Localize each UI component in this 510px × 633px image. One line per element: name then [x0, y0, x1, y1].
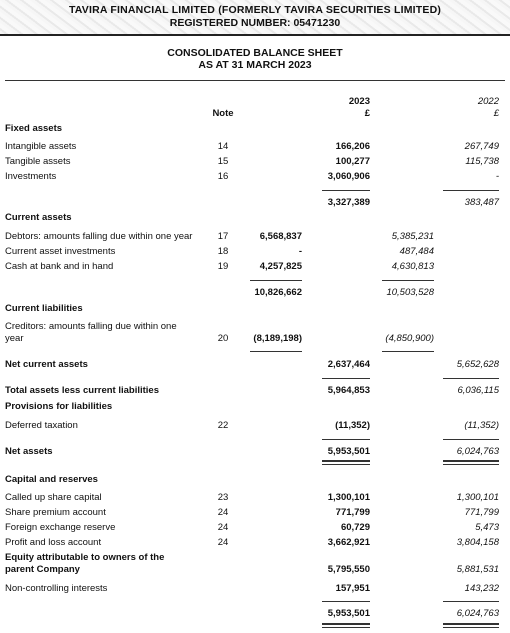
section-heading-fixed-assets: Fixed assets: [5, 123, 63, 134]
currency-prior-header: £: [493, 108, 499, 119]
company-name: TAVIRA FINANCIAL LIMITED (FORMERLY TAVIRA SECURITIES LIMITED): [68, 4, 442, 16]
row-label: Deferred taxation: [5, 420, 78, 431]
note-column-header: Note: [212, 108, 234, 119]
section-heading-current-liabilities: Current liabilities: [5, 303, 83, 314]
total-assets-2022: 6,036,115: [457, 385, 499, 396]
subtotal-rule: [443, 378, 499, 379]
total-equity-2022: 6,024,763: [456, 608, 499, 619]
row-note: 19: [217, 261, 229, 272]
value-2022: (4,850,900): [385, 333, 434, 344]
nci-2023: 157,951: [335, 583, 370, 594]
value-2023: (11,352): [335, 420, 370, 431]
total-assets-2023: 5,964,853: [327, 385, 370, 396]
net-current-assets-2023: 2,637,464: [327, 359, 370, 370]
fixed-assets-total-2023: 3,327,389: [327, 197, 370, 208]
nci-label: Non-controlling interests: [5, 583, 108, 594]
value-2022: 5,473: [475, 522, 499, 533]
statement-date: AS AT 31 MARCH 2023: [198, 59, 312, 71]
total-double-rule: [443, 627, 499, 628]
value-2023: 771,799: [335, 507, 370, 518]
subtotal-rule: [382, 351, 434, 352]
value-2023: 1,300,101: [327, 492, 370, 503]
section-heading-capital-reserves: Capital and reserves: [5, 474, 98, 485]
net-assets-2023: 5,953,501: [327, 446, 370, 457]
current-assets-total-2022: 10,503,528: [386, 287, 434, 298]
value-2022: -: [495, 171, 499, 182]
equity-2023: 5,795,550: [327, 564, 370, 575]
subtotal-rule: [322, 601, 370, 602]
subtotal-rule: [443, 439, 499, 440]
subtotal-rule: [443, 601, 499, 602]
total-double-rule: [322, 623, 370, 625]
total-double-rule: [322, 627, 370, 628]
value-2023: 3,060,906: [327, 171, 370, 182]
value-2022: (11,352): [464, 420, 499, 431]
value-2022: 487,484: [399, 246, 434, 257]
row-note: 23: [217, 492, 229, 503]
equity-2022: 5,881,531: [456, 564, 499, 575]
currency-current-header: £: [364, 108, 370, 119]
subtotal-rule: [322, 439, 370, 440]
net-current-assets-label: Net current assets: [5, 359, 88, 370]
value-2022: 4,630,813: [391, 261, 434, 272]
row-label: Profit and loss account: [5, 537, 102, 548]
row-label: Tangible assets: [5, 156, 71, 167]
total-double-rule: [443, 464, 499, 465]
header-rule: [5, 80, 505, 81]
row-label-continued: year: [5, 333, 24, 344]
subtotal-rule: [250, 280, 302, 281]
subtotal-rule: [322, 378, 370, 379]
row-note: 18: [217, 246, 229, 257]
value-2022: 3,804,158: [456, 537, 499, 548]
total-equity-2023: 5,953,501: [327, 608, 370, 619]
value-2022: 5,385,231: [391, 231, 434, 242]
net-current-assets-2022: 5,652,628: [456, 359, 499, 370]
value-2022: 771,799: [464, 507, 499, 518]
row-label: Foreign exchange reserve: [5, 522, 116, 533]
row-label: Intangible assets: [5, 141, 77, 152]
value-2023: 6,568,837: [259, 231, 302, 242]
row-note: 22: [217, 420, 229, 431]
row-label: Share premium account: [5, 507, 106, 518]
year-current-header: 2023: [348, 96, 370, 107]
year-prior-header: 2022: [477, 96, 499, 107]
total-double-rule: [443, 460, 499, 462]
subtotal-rule: [322, 190, 370, 191]
registered-number: REGISTERED NUMBER: 05471230: [169, 17, 341, 29]
value-2023: 166,206: [335, 141, 370, 152]
letterhead-banner: [0, 0, 510, 36]
value-2023: 100,277: [335, 156, 370, 167]
row-note: 16: [217, 171, 229, 182]
row-note: 15: [217, 156, 229, 167]
total-double-rule: [322, 460, 370, 462]
statement-title: CONSOLIDATED BALANCE SHEET: [167, 47, 343, 59]
subtotal-rule: [443, 190, 499, 191]
value-2023: 60,729: [340, 522, 370, 533]
value-2023: -: [298, 246, 302, 257]
value-2023: 4,257,825: [259, 261, 302, 272]
section-heading-current-assets: Current assets: [5, 212, 72, 223]
value-2023: 3,662,921: [327, 537, 370, 548]
value-2022: 1,300,101: [456, 492, 499, 503]
row-note: 14: [217, 141, 229, 152]
row-note: 24: [217, 537, 229, 548]
total-double-rule: [322, 464, 370, 465]
current-assets-total-2023: 10,826,662: [254, 287, 302, 298]
net-assets-2022: 6,024,763: [456, 446, 499, 457]
row-label: Investments: [5, 171, 57, 182]
row-label: Called up share capital: [5, 492, 102, 503]
total-double-rule: [443, 623, 499, 625]
row-note: 24: [217, 507, 229, 518]
row-label: Cash at bank and in hand: [5, 261, 114, 272]
subtotal-rule: [250, 351, 302, 352]
value-2022: 267,749: [464, 141, 499, 152]
row-note: 24: [217, 522, 229, 533]
row-label: Debtors: amounts falling due within one year: [5, 231, 193, 242]
equity-label-continued: parent Company: [5, 564, 80, 575]
fixed-assets-total-2022: 383,487: [464, 197, 499, 208]
row-note: 17: [217, 231, 229, 242]
nci-2022: 143,232: [464, 583, 499, 594]
subtotal-rule: [382, 280, 434, 281]
net-assets-label: Net assets: [5, 446, 53, 457]
value-2022: 115,738: [465, 156, 499, 167]
row-note: 20: [217, 333, 229, 344]
row-label: Current asset investments: [5, 246, 116, 257]
value-2023: (8,189,198): [253, 333, 302, 344]
equity-label: Equity attributable to owners of the: [5, 552, 165, 563]
row-label: Creditors: amounts falling due within one: [5, 321, 177, 332]
total-assets-label: Total assets less current liabilities: [5, 385, 159, 396]
section-heading-provisions: Provisions for liabilities: [5, 401, 113, 412]
